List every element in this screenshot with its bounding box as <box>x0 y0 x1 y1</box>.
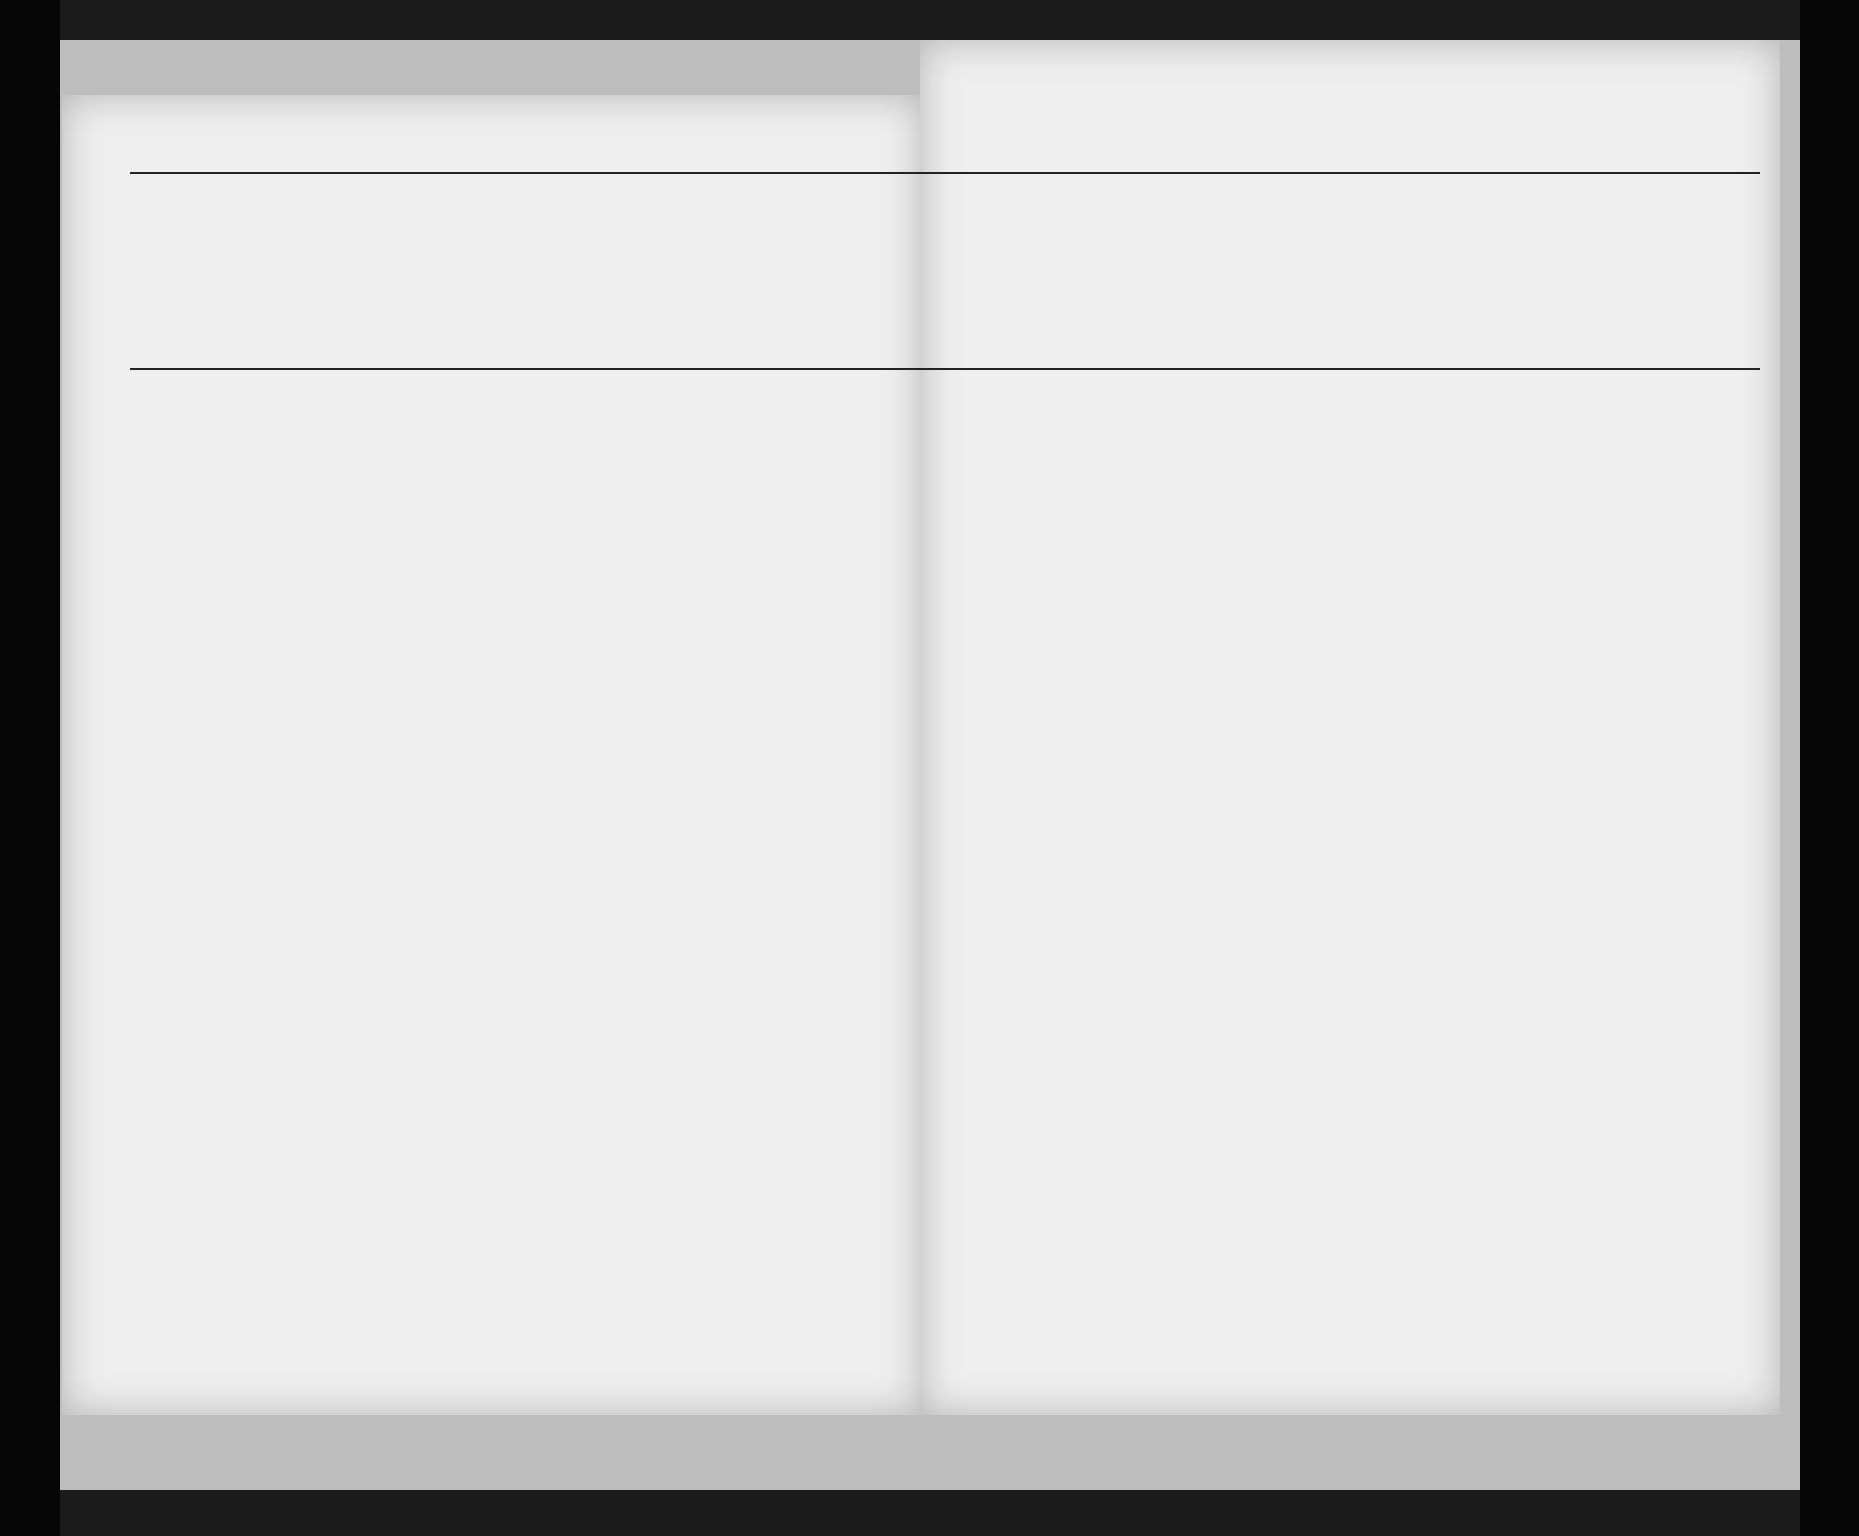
col-6-header <box>716 176 751 366</box>
col-2-header <box>203 176 221 366</box>
col-1-header <box>140 176 200 366</box>
col-11-header <box>1163 176 1273 366</box>
scan-edge-right <box>1800 0 1859 1536</box>
col-8-header <box>847 176 917 366</box>
col-9-header <box>930 176 1105 366</box>
col-10-header <box>1110 176 1160 366</box>
col-4-header <box>565 176 640 366</box>
scan-edge-left <box>0 0 60 1536</box>
col-5-header <box>643 176 713 366</box>
col-7-header <box>754 176 844 366</box>
col-13-header <box>1349 176 1417 366</box>
header-top-rule <box>130 172 1760 174</box>
col-15-header <box>1493 176 1548 366</box>
col-12-header <box>1276 176 1346 366</box>
col-3-header <box>230 176 560 366</box>
col-16-header <box>1555 176 1755 366</box>
col-14-header <box>1420 176 1490 366</box>
header-bottom-rule <box>130 368 1760 370</box>
